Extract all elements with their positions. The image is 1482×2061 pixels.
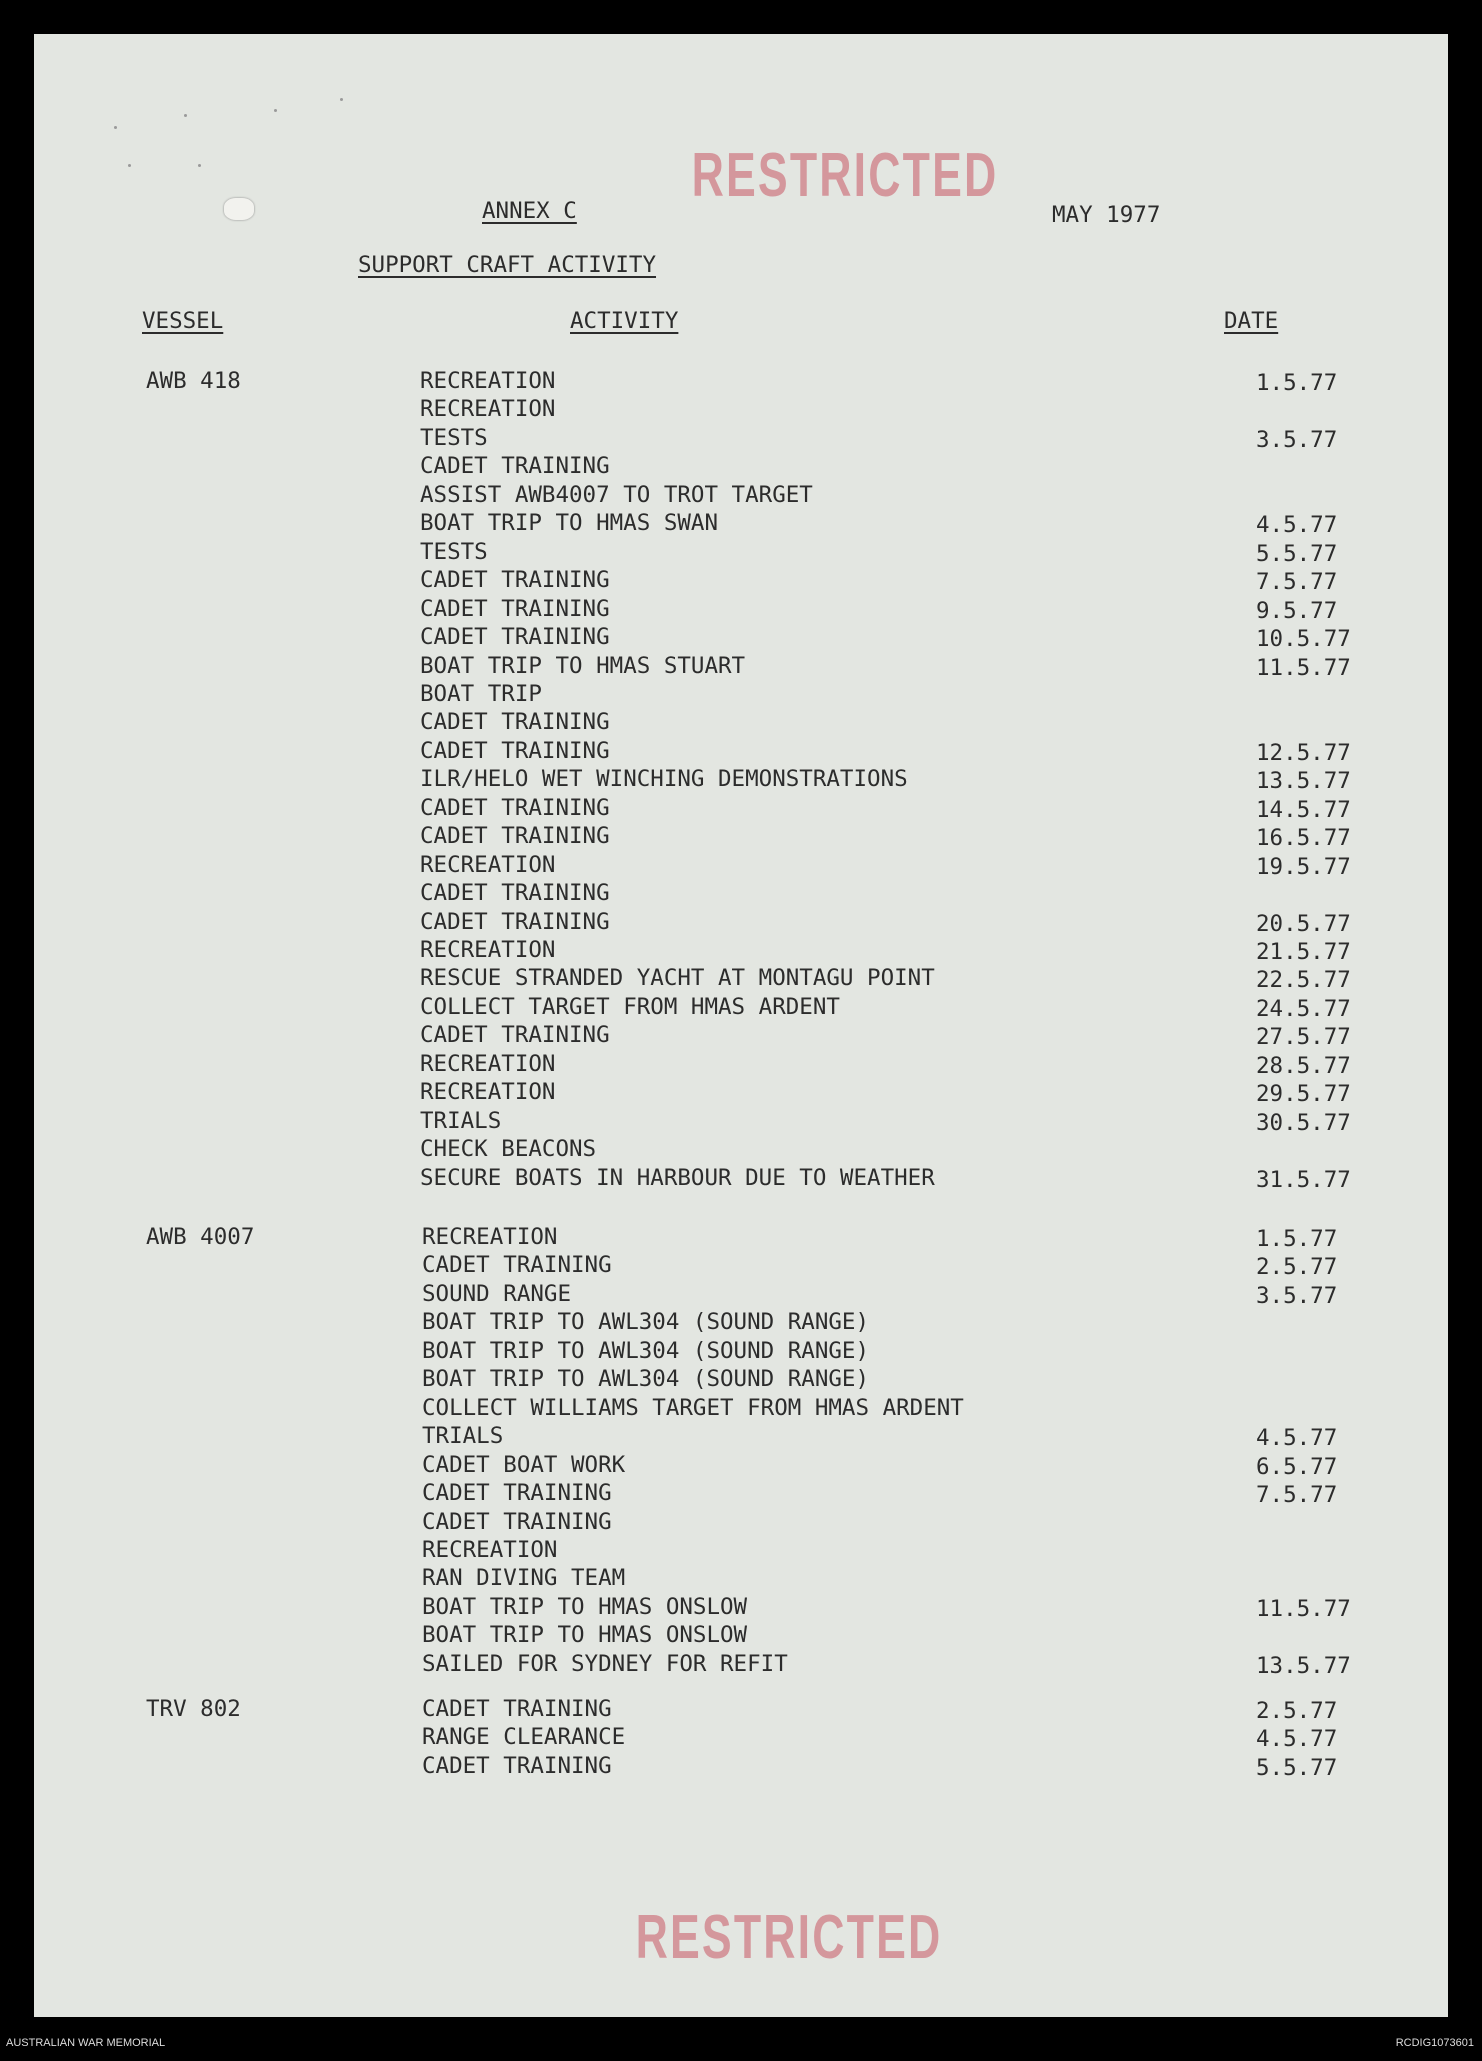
activity-cell: CADET TRAINING: [420, 823, 610, 850]
activity-cell: CADET TRAINING: [420, 709, 610, 736]
date-cell: 24.5.77: [1256, 995, 1351, 1022]
activity-cell: BOAT TRIP TO HMAS ONSLOW: [422, 1622, 748, 1649]
paper-speck: [274, 109, 277, 112]
date-cell: 31.5.77: [1256, 1166, 1351, 1193]
vessel-name: AWB 4007: [146, 1224, 255, 1250]
column-header-vessel: VESSEL: [142, 308, 224, 334]
activity-cell: RANGE CLEARANCE: [422, 1724, 626, 1751]
date-cell: 4.5.77: [1256, 512, 1338, 539]
paper-speck: [198, 164, 201, 167]
activity-cell: BOAT TRIP TO HMAS SWAN: [420, 510, 719, 537]
activity-cell: CADET TRAINING: [420, 1022, 610, 1049]
date-cell: 7.5.77: [1256, 569, 1338, 596]
date-cell: 28.5.77: [1256, 1052, 1351, 1079]
column-header-activity: ACTIVITY: [570, 308, 679, 334]
date-cell: 11.5.77: [1256, 654, 1351, 681]
activity-cell: CADET TRAINING: [422, 1696, 612, 1722]
activity-cell: ILR/HELO WET WINCHING DEMONSTRATIONS: [420, 766, 908, 793]
date-cell: 20.5.77: [1256, 910, 1351, 937]
paper-speck: [184, 114, 187, 117]
activity-cell: RESCUE STRANDED YACHT AT MONTAGU POINT: [420, 965, 935, 992]
activity-cell: TRIALS: [422, 1423, 504, 1450]
page-title: SUPPORT CRAFT ACTIVITY: [358, 252, 657, 278]
date-cell: 19.5.77: [1256, 853, 1351, 880]
activity-cell: CHECK BEACONS: [420, 1136, 597, 1163]
activity-cell: BOAT TRIP TO HMAS STUART: [420, 652, 746, 679]
activity-cell: CADET TRAINING: [420, 624, 610, 651]
activity-cell: SECURE BOATS IN HARBOUR DUE TO WEATHER: [420, 1164, 935, 1191]
paper-speck: [128, 164, 131, 167]
date-cell: 21.5.77: [1256, 939, 1351, 965]
activity-cell: BOAT TRIP TO HMAS ONSLOW: [422, 1593, 748, 1620]
activity-cell: CADET TRAINING: [422, 1252, 612, 1279]
date-cell: 13.5.77: [1256, 1652, 1351, 1679]
activity-cell: ASSIST AWB4007 TO TROT TARGET: [420, 481, 813, 508]
activity-cell: BOAT TRIP TO AWL304 (SOUND RANGE): [422, 1366, 870, 1393]
activity-cell: SOUND RANGE: [422, 1280, 572, 1307]
activity-cell: BOAT TRIP TO AWL304 (SOUND RANGE): [422, 1337, 870, 1364]
date-cell: 30.5.77: [1256, 1109, 1351, 1136]
date-cell: 6.5.77: [1256, 1453, 1338, 1480]
date-cell: 4.5.77: [1256, 1726, 1338, 1753]
activity-cell: CADET TRAINING: [420, 737, 610, 764]
paper-speck: [340, 98, 343, 101]
date-cell: 5.5.77: [1256, 540, 1338, 567]
date-cell: 5.5.77: [1256, 1754, 1338, 1781]
activity-cell: RECREATION: [420, 368, 556, 394]
activity-cell: RECREATION: [420, 1050, 556, 1077]
document-page: [34, 34, 1448, 2017]
date-cell: 1.5.77: [1256, 370, 1338, 396]
activity-cell: CADET TRAINING: [422, 1752, 612, 1779]
activity-cell: BOAT TRIP TO AWL304 (SOUND RANGE): [422, 1309, 870, 1336]
activity-cell: CADET TRAINING: [420, 567, 610, 594]
date-cell: 1.5.77: [1256, 1226, 1338, 1252]
footer-credit: AUSTRALIAN WAR MEMORIAL: [6, 2037, 166, 2049]
activity-cell: TESTS: [420, 538, 488, 565]
paper-speck: [114, 126, 117, 129]
activity-cell: TRIALS: [420, 1107, 502, 1134]
date-cell: 29.5.77: [1256, 1081, 1351, 1108]
activity-cell: BOAT TRIP: [420, 680, 542, 707]
date-cell: 16.5.77: [1256, 825, 1351, 852]
date-cell: 7.5.77: [1256, 1482, 1338, 1509]
date-cell: 14.5.77: [1256, 796, 1351, 823]
activity-cell: SAILED FOR SYDNEY FOR REFIT: [422, 1650, 788, 1677]
date-cell: 2.5.77: [1256, 1254, 1338, 1281]
date-cell: 9.5.77: [1256, 597, 1338, 624]
date-cell: 4.5.77: [1256, 1425, 1338, 1452]
activity-cell: RECREATION: [420, 1079, 556, 1106]
vessel-name: TRV 802: [146, 1696, 241, 1722]
activity-cell: CADET TRAINING: [420, 794, 610, 821]
restricted-stamp-top: RESTRICTED: [691, 141, 999, 210]
date-cell: 10.5.77: [1256, 626, 1351, 653]
annex-label: ANNEX C: [482, 198, 577, 224]
activity-cell: CADET TRAINING: [420, 595, 610, 622]
footer-id: RCDIG1073601: [1395, 2037, 1474, 2049]
date-cell: 12.5.77: [1256, 739, 1351, 766]
activity-cell: RECREATION: [420, 851, 556, 878]
restricted-stamp-bottom: RESTRICTED: [635, 1903, 943, 1972]
activity-cell: CADET TRAINING: [420, 453, 610, 480]
date-cell: 27.5.77: [1256, 1024, 1351, 1051]
activity-cell: CADET TRAINING: [420, 908, 610, 935]
activity-cell: COLLECT WILLIAMS TARGET FROM HMAS ARDENT: [422, 1394, 964, 1421]
activity-cell: CADET TRAINING: [422, 1508, 612, 1535]
date-cell: 3.5.77: [1256, 1282, 1338, 1309]
date-cell: 11.5.77: [1256, 1595, 1351, 1622]
activity-cell: COLLECT TARGET FROM HMAS ARDENT: [420, 993, 840, 1020]
report-month: MAY 1977: [1052, 202, 1161, 228]
activity-cell: CADET TRAINING: [420, 880, 610, 907]
activity-cell: CADET BOAT WORK: [422, 1451, 626, 1478]
date-cell: 22.5.77: [1256, 967, 1351, 994]
activity-cell: RECREATION: [422, 1224, 558, 1250]
activity-cell: CADET TRAINING: [422, 1480, 612, 1507]
column-header-date: DATE: [1224, 308, 1279, 334]
activity-cell: RAN DIVING TEAM: [422, 1565, 626, 1592]
activity-cell: TESTS: [420, 424, 488, 451]
date-cell: 2.5.77: [1256, 1698, 1338, 1724]
date-cell: 3.5.77: [1256, 426, 1338, 453]
activity-cell: RECREATION: [422, 1536, 558, 1563]
vessel-name: AWB 418: [146, 368, 241, 394]
activity-cell: RECREATION: [420, 937, 556, 963]
date-cell: 13.5.77: [1256, 768, 1351, 795]
activity-cell: RECREATION: [420, 396, 556, 423]
paper-damage: [224, 198, 254, 220]
